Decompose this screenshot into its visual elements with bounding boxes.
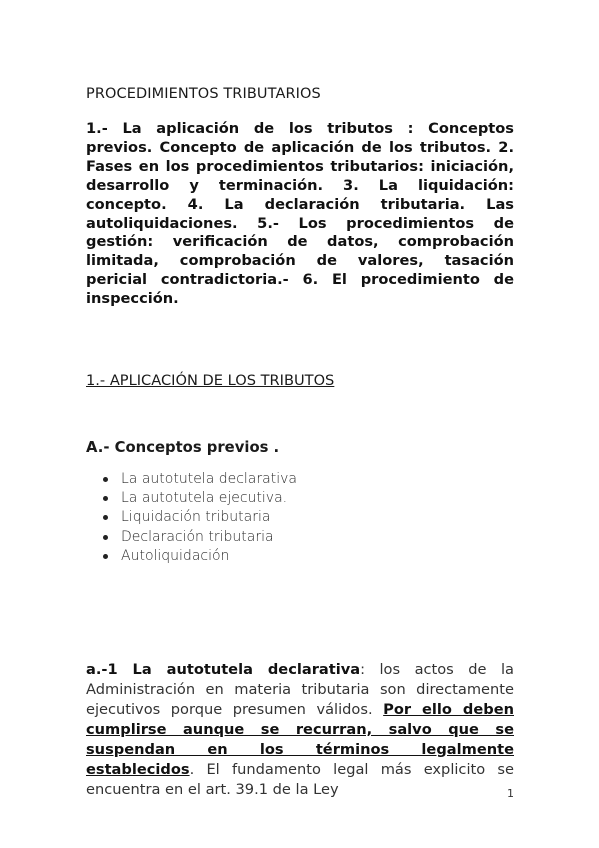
list-item-label: Autoliquidación [121,547,230,564]
subheading: A.- Conceptos previos . [86,439,280,456]
list-item-label: La autotutela declarativa [121,471,297,487]
list-item-label: Declaración tributaria [121,528,274,545]
list-item [86,470,297,489]
paragraph-emphasis: Por ello deben cumplirse aunque se recurran, salvo que se suspendan en los términos legalmente establecidos [86,700,514,778]
bullet-icon [103,535,108,540]
paragraph-text-continued: . El fundamento legal más explicito se encuentra en el art. 39.1 de la Ley [86,760,514,798]
bullet-icon [103,477,108,482]
list-item [86,489,297,508]
list-item [86,528,297,547]
list-item-label: Liquidación tributaria [121,509,271,526]
page-number: 1 [507,787,514,800]
paragraph-text: : los actos de la Administración en materia tributaria son directamente ejecutivos porque presumen válidos. [86,660,514,718]
bullet-icon [103,515,108,520]
bullet-icon [103,554,108,559]
document-title: PROCEDIMIENTOS TRIBUTARIOS [86,86,321,102]
body-paragraph [86,660,514,800]
concept-list [86,470,297,566]
list-item-label: La autotutela ejecutiva. [121,490,288,507]
bullet-icon [103,496,108,501]
list-item [86,508,297,527]
intro-summary: 1.- La aplicación de los tributos : Conceptos previos. Concepto de aplicación de los tributos. 2. Fases en los procedimientos tributarios: iniciación, desarrollo y terminación. 3. La liquidación: concepto. 4. La declaración tributaria. Las autoliquidaciones. 5.- Los procedimientos de gestión: verificación de datos, comprobación limitada, comprobación de valores, tasación pericial contradictoria.- 6. El procedimiento de inspección. [86,120,514,308]
paragraph-lead: a.-1 La autotutela declarativa [86,660,361,678]
section-heading: 1.- APLICACIÓN DE LOS TRIBUTOS [86,372,335,389]
list-item [86,547,297,566]
